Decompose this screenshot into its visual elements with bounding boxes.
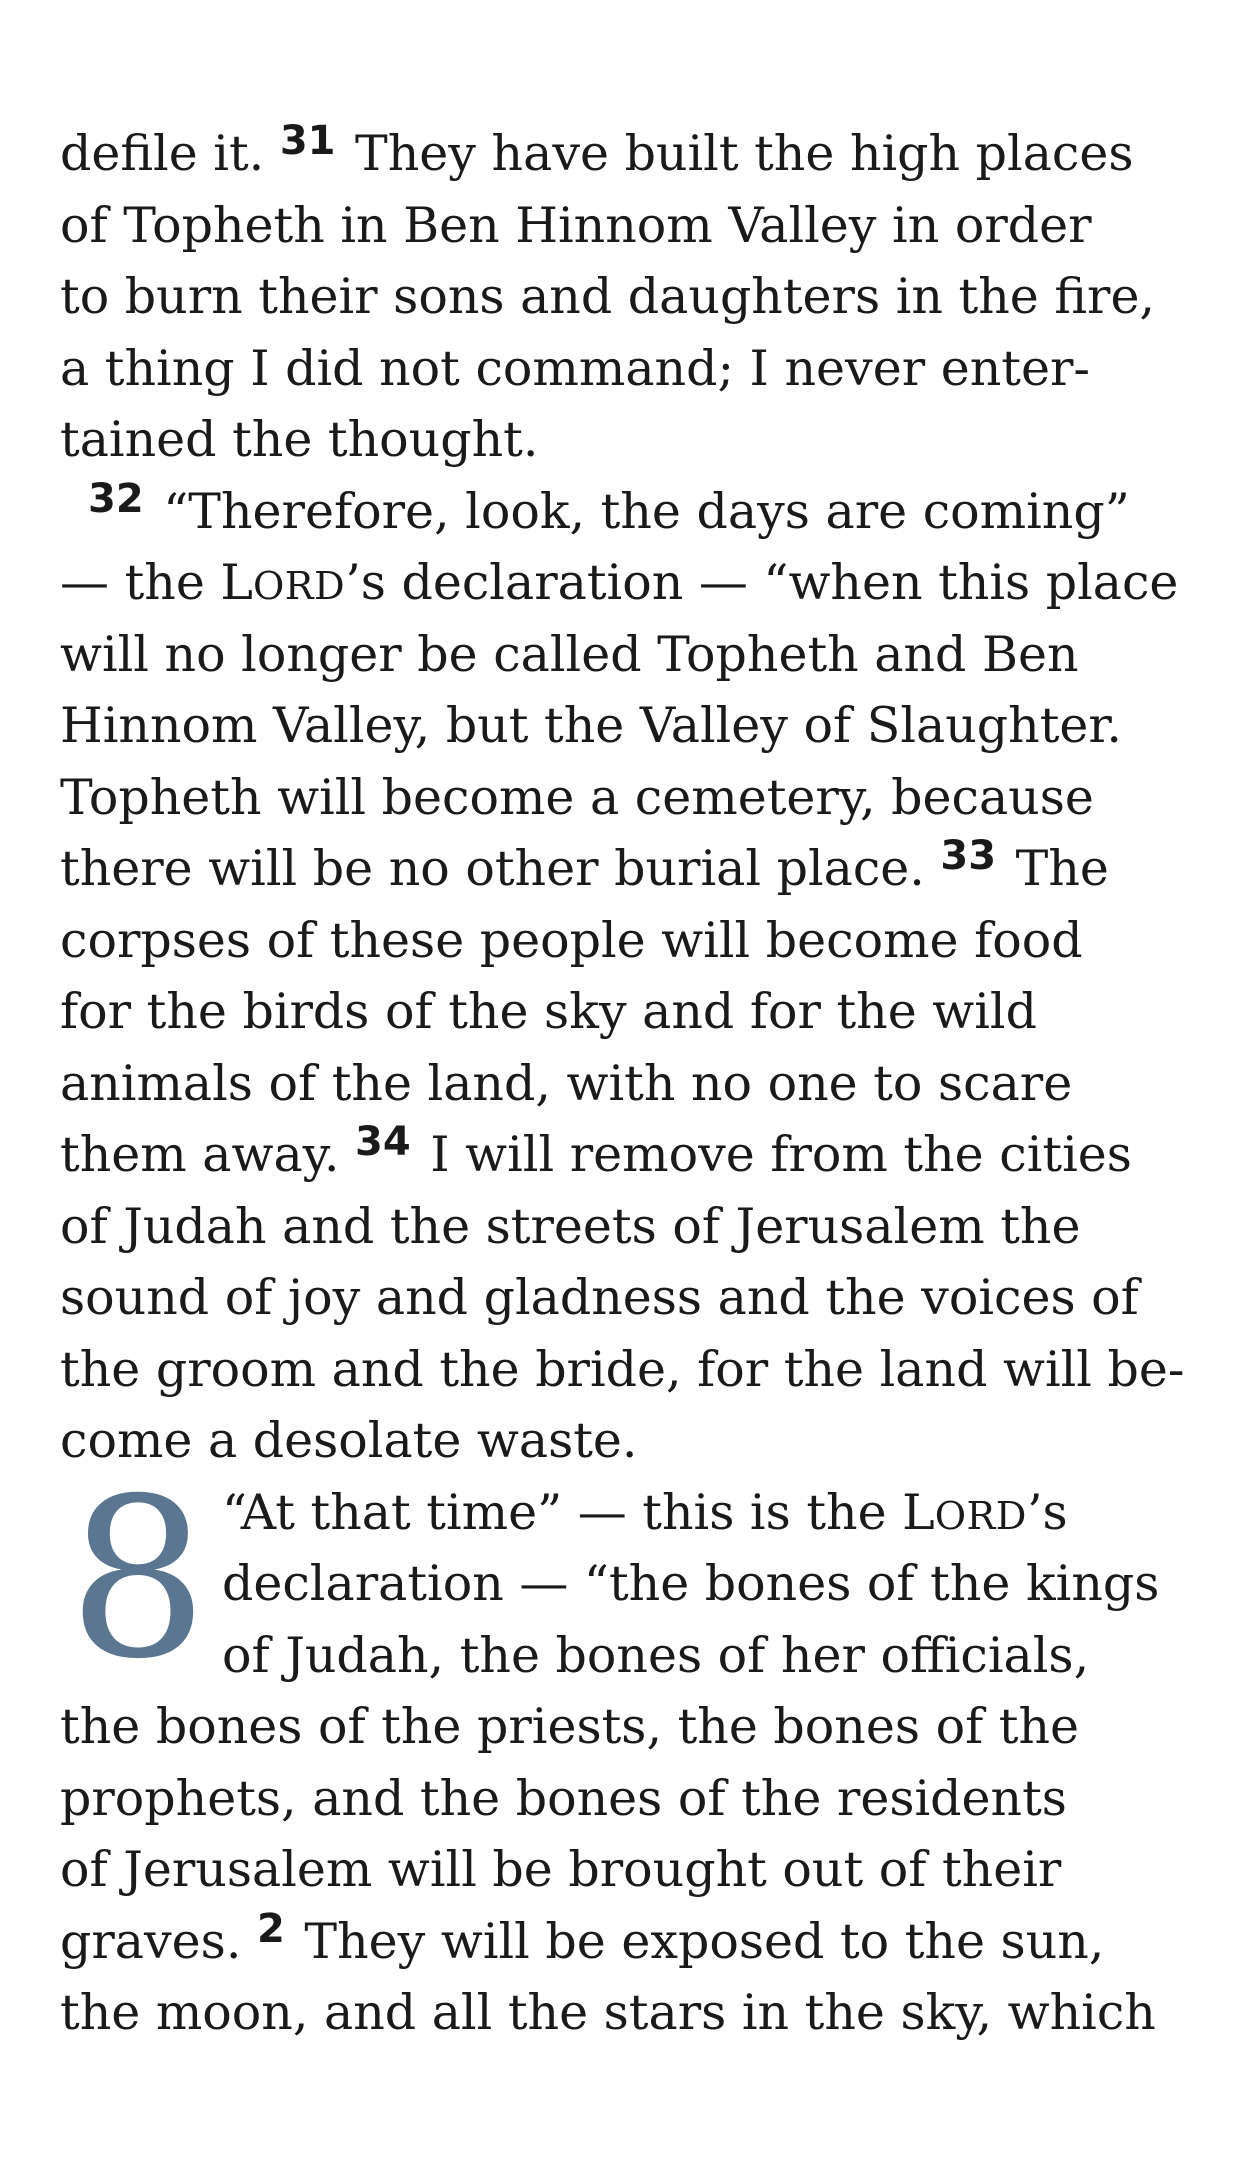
text-line: animals of the land, with no one to scare bbox=[60, 1054, 1073, 1112]
text-line bbox=[60, 118, 1185, 190]
text-line: the moon, and all the stars in the sky, which bbox=[60, 1984, 1156, 2041]
text-line: for the birds of the sky and for the wild bbox=[60, 983, 1037, 1040]
chapter-start bbox=[60, 1450, 1185, 1707]
text-run: there will be no other burial place. bbox=[60, 840, 941, 897]
text-line bbox=[60, 1477, 1185, 1549]
text-line bbox=[60, 547, 1185, 619]
text-line: Hinnom Valley, but the Valley of Slaughter. bbox=[60, 697, 1122, 754]
reading-pane bbox=[60, 118, 1185, 2049]
verse-number[interactable]: 2 bbox=[256, 1905, 285, 1952]
text-line: sound of joy and gladness and the voices of bbox=[60, 1269, 1139, 1326]
verse-number[interactable]: 33 bbox=[940, 833, 997, 879]
text-run: ’s declaration — “when this place bbox=[345, 554, 1179, 611]
text-line bbox=[60, 476, 1185, 548]
text-line: to burn their sons and daughters in the fire, bbox=[60, 268, 1156, 325]
verse-number[interactable]: 34 bbox=[354, 1119, 411, 1165]
text-line: of Judah and the streets of Jerusalem the bbox=[60, 1197, 1081, 1255]
text-line: the groom and the bride, for the land will be- bbox=[60, 1340, 1185, 1398]
text-line: of Jerusalem will be brought out of their bbox=[60, 1841, 1062, 1898]
chapter-number-dropcap[interactable]: 8 bbox=[68, 1450, 208, 1707]
text-line: come a desolate waste. bbox=[60, 1412, 638, 1469]
small-caps-lord: ORD bbox=[934, 1494, 1027, 1539]
text-run: graves. bbox=[60, 1912, 257, 1970]
text-line bbox=[60, 1906, 1185, 1978]
text-line: a thing I did not command; I never enter- bbox=[60, 339, 1090, 397]
text-run: “At that time” — this is the L bbox=[222, 1483, 935, 1541]
text-run: “Therefore, look, the days are coming” bbox=[147, 482, 1130, 540]
text-run: defile it. bbox=[60, 125, 280, 182]
verse-number[interactable]: 31 bbox=[279, 118, 336, 164]
text-run: The bbox=[1000, 840, 1109, 897]
text-run: They have built the high places bbox=[339, 125, 1134, 182]
text-run: them away. bbox=[60, 1126, 355, 1183]
text-line: of Judah, the bones of her officials, bbox=[222, 1626, 1090, 1684]
text-run: They will be exposed to the sun, bbox=[288, 1912, 1105, 1970]
text-line: Topheth will become a cemetery, because bbox=[60, 768, 1094, 826]
text-line: tained the thought. bbox=[60, 411, 539, 468]
text-line: corpses of these people will become food bbox=[60, 911, 1083, 969]
text-run: ’s bbox=[1026, 1483, 1068, 1541]
text-line bbox=[60, 1119, 1185, 1191]
text-line: will no longer be called Topheth and Ben bbox=[60, 625, 1079, 683]
text-line: declaration — “the bones of the kings bbox=[222, 1555, 1160, 1612]
text-line: of Topheth in Ben Hinnom Valley in order bbox=[60, 196, 1092, 254]
text-line: prophets, and the bones of the residents bbox=[60, 1769, 1067, 1827]
text-run: — the L bbox=[60, 554, 253, 611]
text-run: I will remove from the cities bbox=[414, 1126, 1132, 1183]
small-caps-lord: ORD bbox=[252, 565, 346, 609]
text-line: the bones of the priests, the bones of the bbox=[60, 1698, 1080, 1755]
text-line bbox=[60, 833, 1185, 905]
verse-number[interactable]: 32 bbox=[88, 475, 144, 522]
